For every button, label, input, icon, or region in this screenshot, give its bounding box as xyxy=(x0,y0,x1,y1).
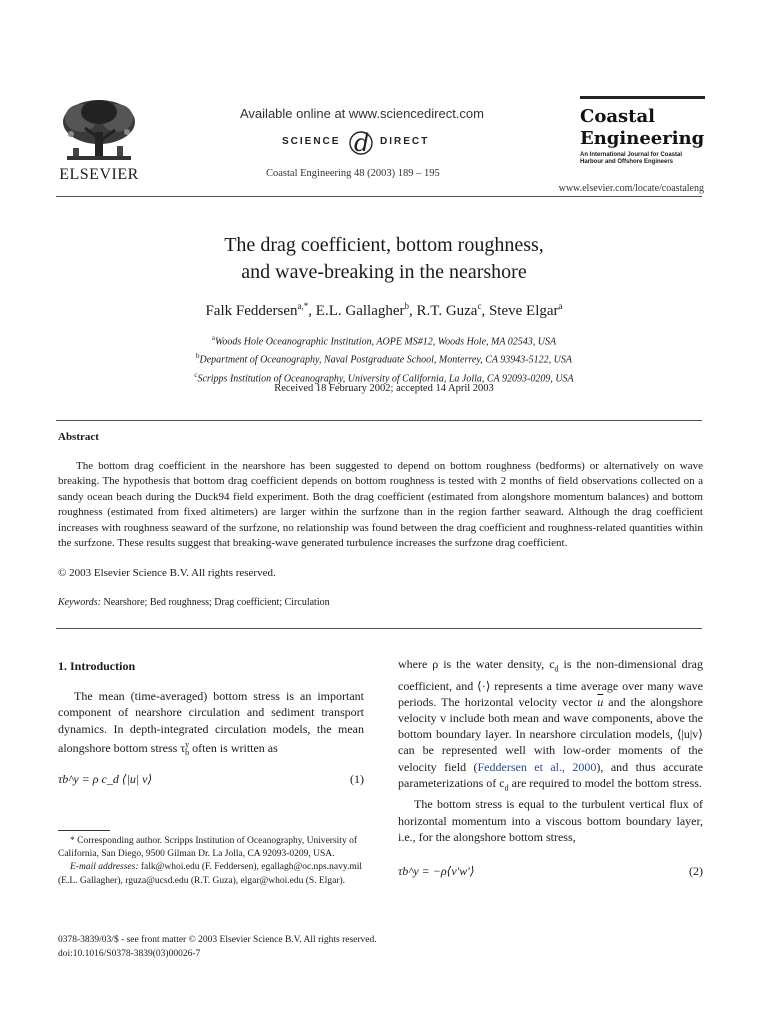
journal-name xyxy=(580,106,708,150)
text-run: is the non-dimensional drag coefficient, and ⟨·⟩ represents a time average over many wave periods. The horizontal velocity vector xyxy=(398,657,703,709)
author-affil-mark: c xyxy=(477,301,482,311)
issn-doi xyxy=(58,934,377,961)
equation-2 xyxy=(398,863,703,881)
journal-subtitle-line1: An International Journal for Coastal xyxy=(580,152,683,158)
author-separator: , xyxy=(481,303,489,319)
intro-sup: y xyxy=(185,739,190,749)
journal-name-line2: Engineering xyxy=(580,128,705,149)
author-name[interactable]: Steve Elgar xyxy=(488,303,559,319)
left-column xyxy=(58,658,364,795)
text-run: are required to model the bottom stress. xyxy=(508,775,702,790)
equation-2-number: (2) xyxy=(689,864,703,879)
abstract-copyright: © 2003 Elsevier Science B.V. All rights reserved. xyxy=(58,567,276,579)
keywords-list: Nearshore; Bed roughness; Drag coefficient; Circulation xyxy=(103,597,330,608)
author-name[interactable]: E.L. Gallagher xyxy=(315,303,405,319)
footnote xyxy=(58,835,364,888)
elsevier-logo xyxy=(56,98,142,184)
keywords-label: Keywords: xyxy=(58,597,101,608)
author-name[interactable]: R.T. Guza xyxy=(416,303,478,319)
abstract-heading: Abstract xyxy=(58,431,99,443)
author-separator: , xyxy=(308,303,316,319)
issn-line: 0378-3839/03/$ - see front matter © 2003 Elsevier Science B.V. All rights reserved. xyxy=(58,935,377,945)
intro-sub: b xyxy=(185,748,190,758)
section-heading-introduction: 1. Introduction xyxy=(58,659,136,673)
author-affil-mark: b xyxy=(404,301,410,311)
right-paragraph-1 xyxy=(398,656,703,796)
email-label: E-mail addresses: xyxy=(70,862,139,873)
text-sub: d xyxy=(504,783,509,793)
affiliation-a xyxy=(56,331,712,349)
sciencedirect-logo xyxy=(282,124,482,160)
sciencedirect-d-icon xyxy=(344,124,378,158)
affiliation-text: Woods Hole Oceanographic Institution, AOPE MS#12, Woods Hole, MA 02543, USA xyxy=(215,336,557,348)
author-affil-mark: a,* xyxy=(297,301,309,311)
intro-text: The mean (time-averaged) bottom stress is an important component of nearshore circulation and sediment transport dynamics. In depth-integrated circulation models, the mean alongshore bottom stress τ xyxy=(58,689,364,755)
journal-subtitle xyxy=(580,152,708,166)
journal-masthead xyxy=(580,96,708,166)
author-affil-mark: a xyxy=(558,301,563,311)
journal-name-line1: Coastal xyxy=(580,106,655,127)
footnote-rule xyxy=(58,830,110,831)
affiliation-mark: c xyxy=(194,370,198,379)
abstract-divider xyxy=(56,628,702,629)
affiliation-text: Scripps Institution of Oceanography, University of California, La Jolla, CA 92093-0209, USA xyxy=(197,372,574,384)
affiliation-mark: b xyxy=(196,352,200,361)
title-divider xyxy=(56,420,702,421)
author-name[interactable]: Falk Feddersen xyxy=(205,303,298,319)
affiliation-mark: a xyxy=(211,334,215,342)
affiliation-b xyxy=(56,349,712,367)
affiliations xyxy=(56,331,712,386)
article-title xyxy=(56,232,712,286)
text-run: and the alongshore velocity v include both mean and wave components, above the bottom boundary layer. In nearshore circulation models, ⟨|u|v⟩ can be represented well with low-order moments of the velocity field ( xyxy=(398,694,703,774)
intro-text-end: often is written as xyxy=(192,740,278,755)
abstract-body: The bottom drag coefficient in the nearshore has been suggested to depend on bottom roughness (bedforms) or alternatively on wave breaking. The hypothesis that bottom drag coefficient depends on bottom roughness is tested with 2 months of field observations collected on a sandy ocean beach during the Duck94 field experiment. Both the drag coefficient (estimated from alongshore momentum balances) and bottom roughness (estimated from fixed altimeters) are larger within the surfzone than in the region farther seaward. Although the drag coefficient increases with roughness seaward of the surfzone, no relationship was found between the drag coefficient and roughness-related quantities within the surfzone. These results suggest that breaking-wave generated turbulence increases the surfzone drag coefficient. xyxy=(58,460,703,550)
available-online-text: Available online at www.sciencedirect.com xyxy=(240,106,484,121)
publisher-name: ELSEVIER xyxy=(59,166,139,183)
text-run: ), and thus accurate parameterizations of c xyxy=(398,759,703,790)
citation-link[interactable]: Feddersen et al., 2000 xyxy=(477,759,597,774)
right-column xyxy=(398,656,703,887)
equation-2-text: τb^y = −ρ⟨v′w′⟩ xyxy=(398,864,475,879)
email-note xyxy=(58,861,364,887)
svg-text:d: d xyxy=(354,129,370,157)
doi-line[interactable]: doi:10.1016/S0378-3839(03)00026-7 xyxy=(58,948,201,959)
right-paragraph-2: The bottom stress is equal to the turbulent vertical flux of horizontal momentum into a viscous bottom boundary layer, i.e., for the alongshore bottom stress, xyxy=(398,797,703,844)
journal-url-link[interactable]: www.elsevier.com/locate/coastaleng xyxy=(558,183,704,194)
equation-1-text: τb^y = ρ c_d ⟨|u| v⟩ xyxy=(58,772,153,787)
elsevier-tree-icon xyxy=(59,98,139,166)
journal-subtitle-line2: Harbour and Offshore Engineers xyxy=(580,159,674,165)
keywords xyxy=(58,597,330,608)
article-title-line1: The drag coefficient, bottom roughness, xyxy=(224,234,544,256)
intro-paragraph xyxy=(58,688,364,761)
email-addresses[interactable]: falk@whoi.edu (F. Feddersen), egallagh@oc.nps.navy.mil (E.L. Gallagher), rguza@ucsd.edu (R.T. Guza), elgar@whoi.edu (S. Elgar). xyxy=(58,862,363,886)
equation-1 xyxy=(58,771,364,789)
header-divider xyxy=(56,196,702,197)
equation-1-number: (1) xyxy=(350,772,364,787)
received-dates: Received 18 February 2002; accepted 14 April 2003 xyxy=(274,383,494,394)
affiliation-text: Department of Oceanography, Naval Postgraduate School, Monterrey, CA 93943-5122, USA xyxy=(199,354,572,366)
sciencedirect-left-word: SCIENCE xyxy=(282,136,341,147)
corresponding-author-note: * Corresponding author. Scripps Institution of Oceanography, University of California, San Diego, 9500 Gilman Dr. La Jolla, CA 92093-0209, USA. xyxy=(58,836,357,860)
article-title-line2: and wave-breaking in the nearshore xyxy=(241,261,527,283)
journal-citation: Coastal Engineering 48 (2003) 189 – 195 xyxy=(266,168,440,179)
text-sub: d xyxy=(554,664,559,674)
text-run: where ρ is the water density, c xyxy=(398,657,555,671)
vector-u: $\overline{u}$ xyxy=(597,694,604,709)
sciencedirect-right-word: DIRECT xyxy=(380,136,430,147)
author-list xyxy=(56,301,712,320)
author-separator: , xyxy=(409,303,417,319)
